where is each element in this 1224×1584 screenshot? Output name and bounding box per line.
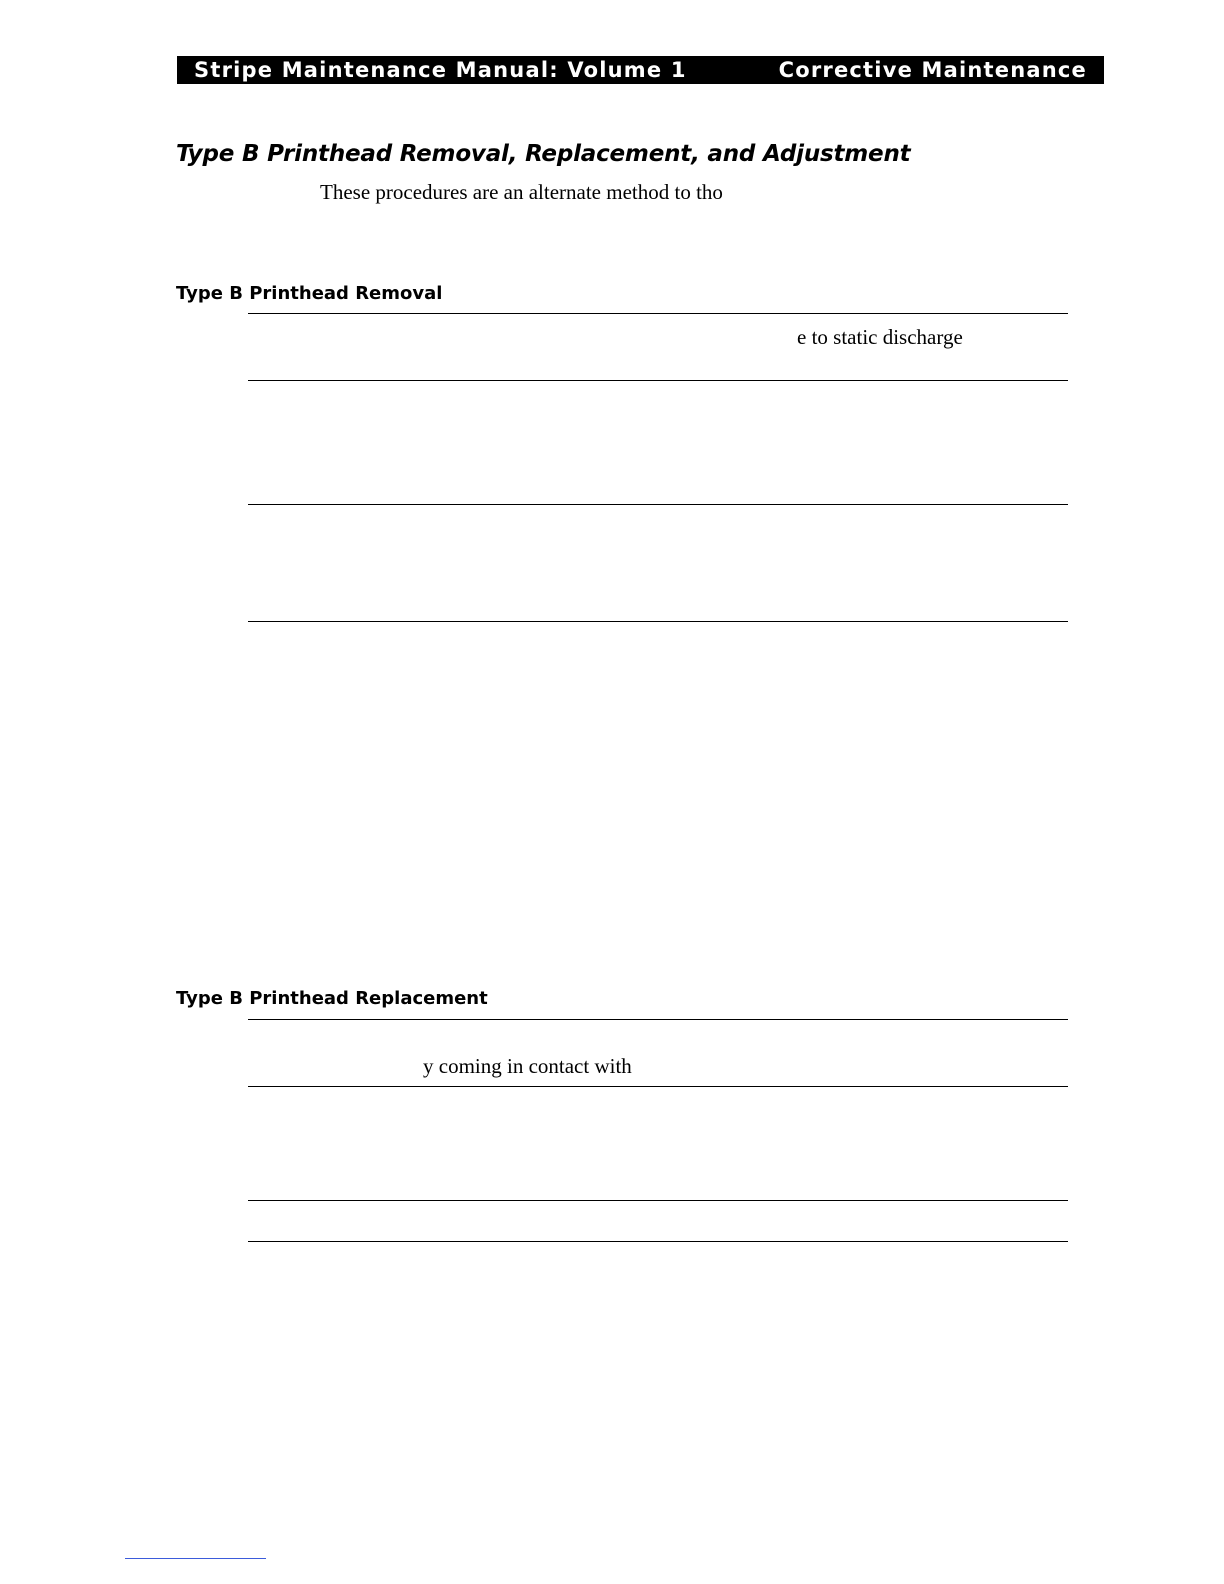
caution-rule-bottom [248,380,1068,381]
caution-text-fragment-2: y coming in contact with [423,1054,632,1078]
caution-rule-top-2 [248,1019,1068,1020]
removal-section-heading: Type B Printhead Removal [176,283,443,304]
caution-rule-bottom-2 [248,1086,1068,1087]
caution-rule-top [248,313,1068,314]
chapter-title: Corrective Maintenance [778,58,1087,82]
manual-title: Stripe Maintenance Manual: Volume 1 [194,58,687,82]
footer-link-underline[interactable] [125,1558,266,1559]
running-header [177,56,1104,84]
note-rule-top-2 [248,1200,1068,1201]
note-rule-bottom-2 [248,1241,1068,1242]
note-rule-top [248,504,1068,505]
caution-text-fragment: e to static discharge [797,325,963,349]
replacement-section-heading: Type B Printhead Replacement [176,988,488,1009]
note-rule-bottom [248,621,1068,622]
intro-paragraph: These procedures are an alternate method to tho [320,180,723,204]
page-title: Type B Printhead Removal, Replacement, and Adjustment [176,141,911,167]
